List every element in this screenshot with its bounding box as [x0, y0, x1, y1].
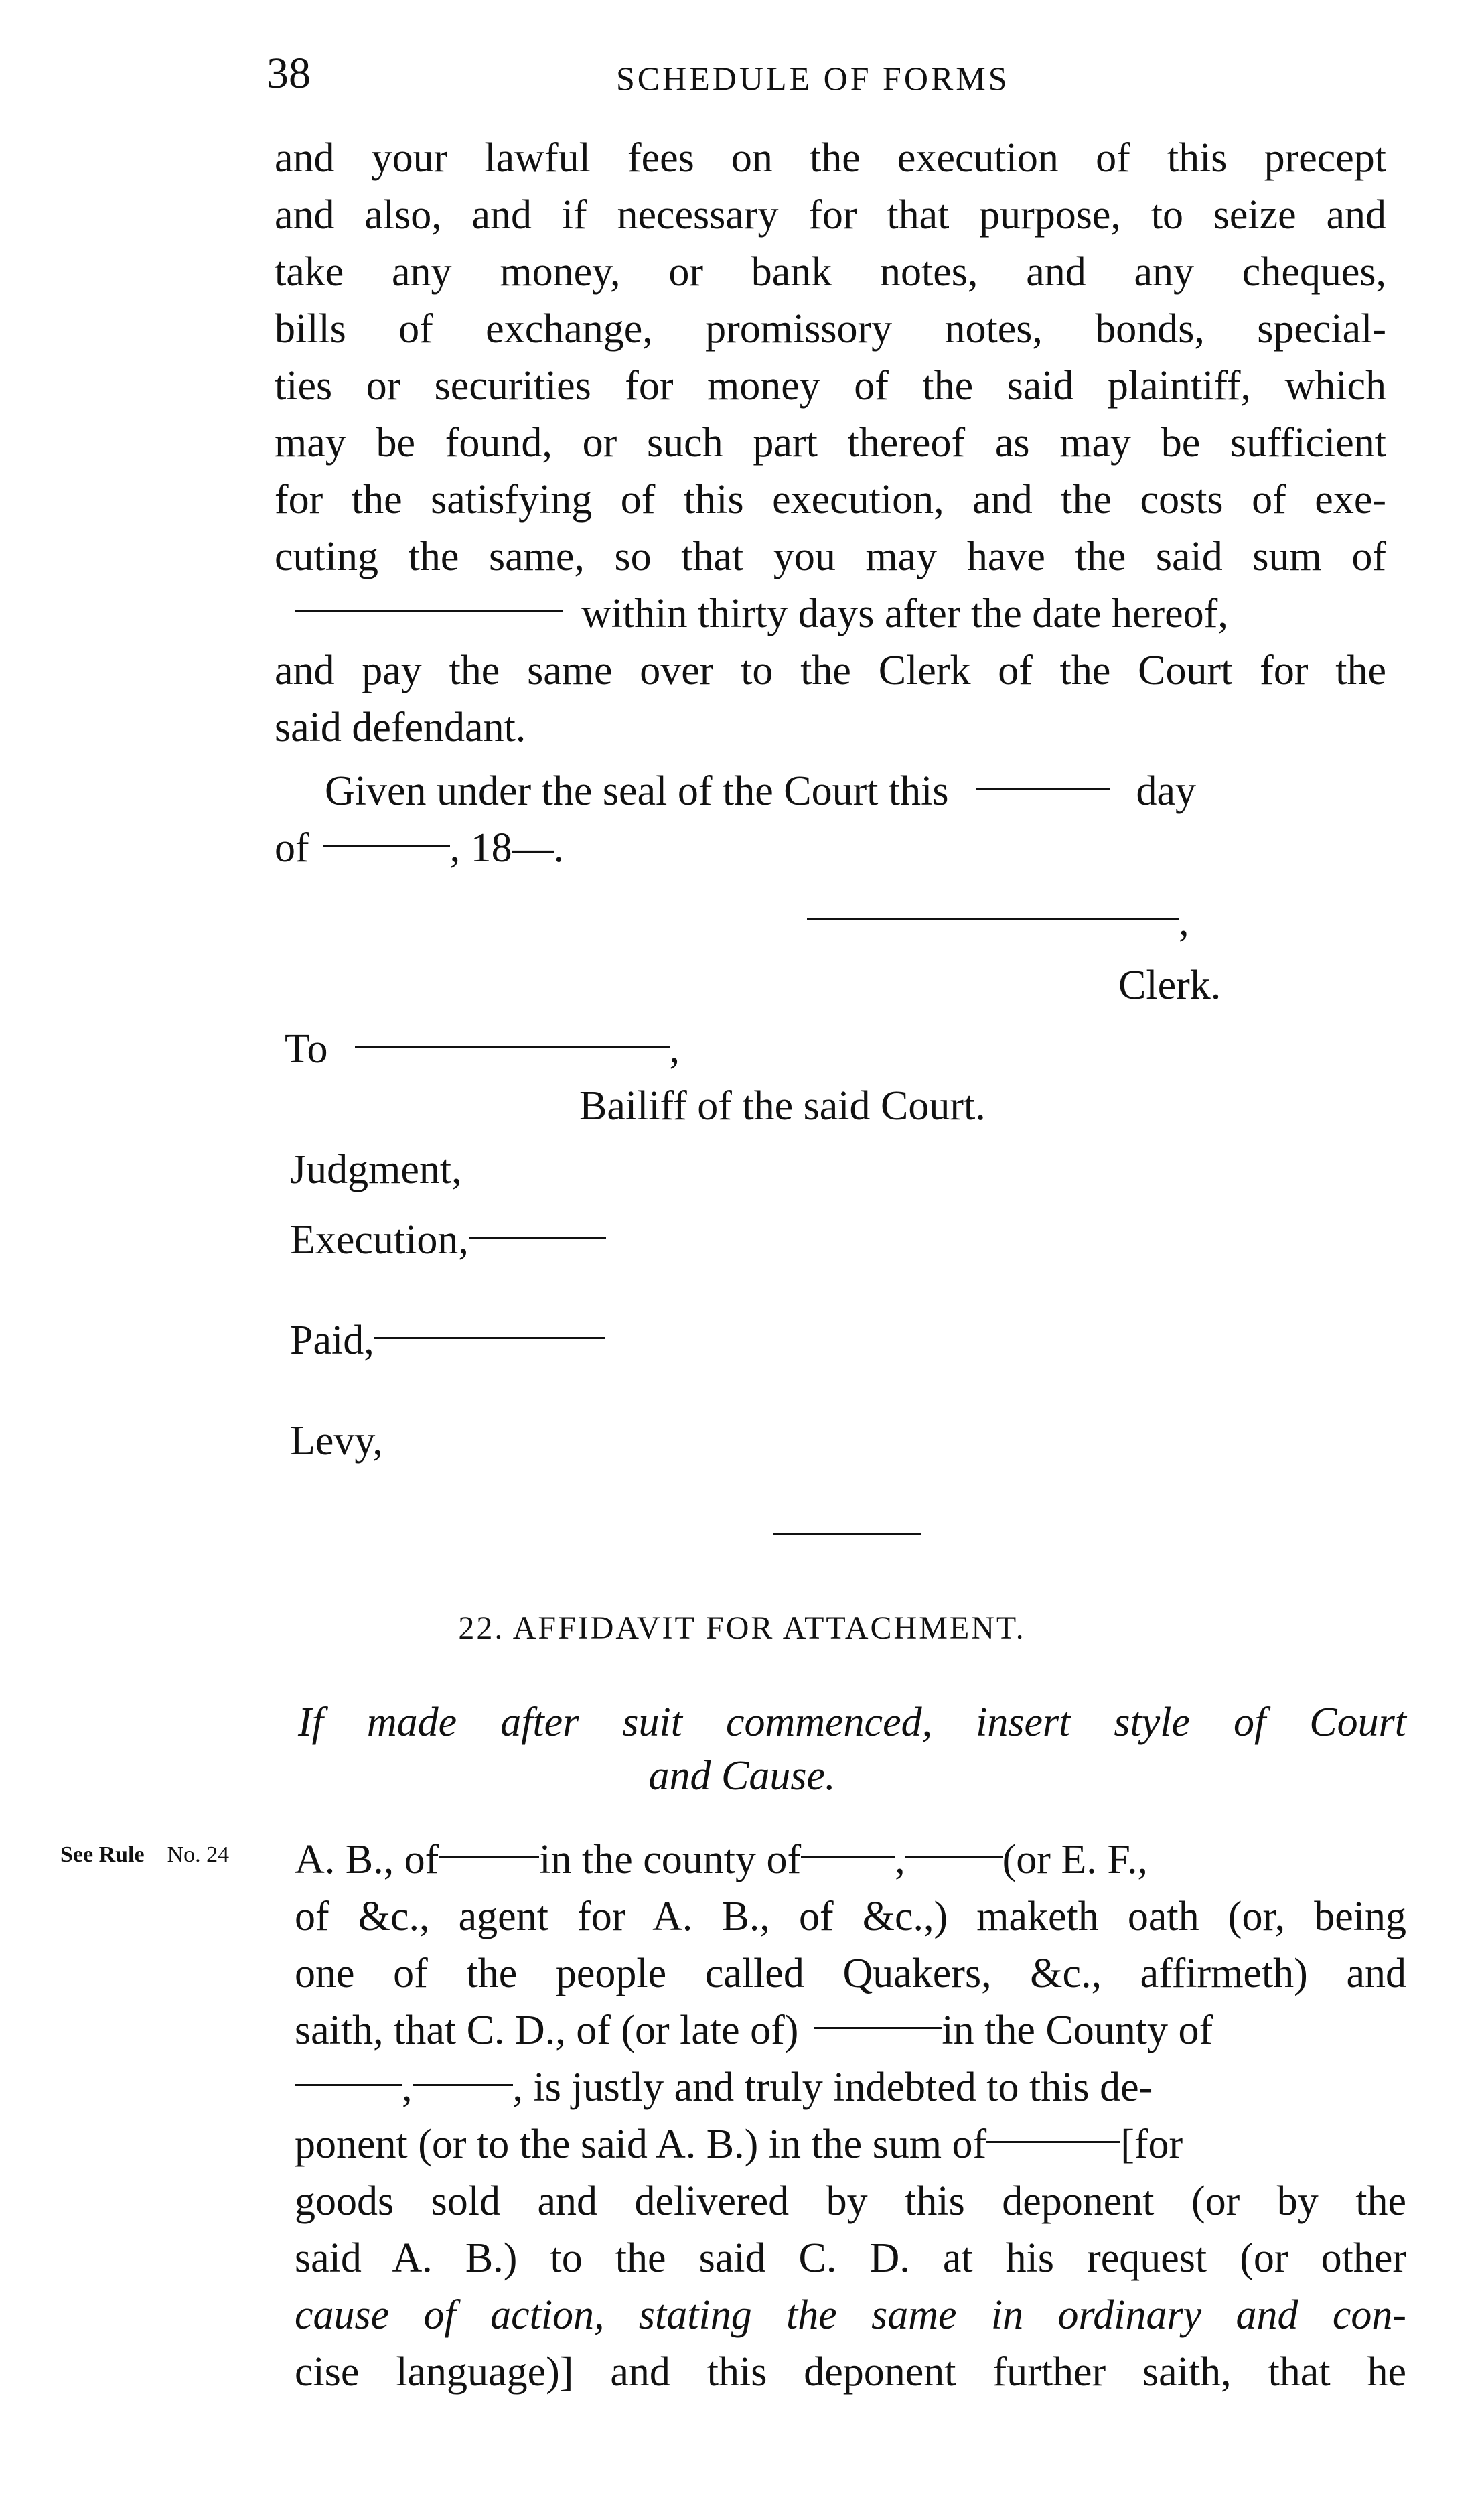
side-reference: See Rule No. 24: [60, 1842, 230, 1867]
instruction-line: If made after suit commenced, insert style of Court: [298, 1699, 1406, 1745]
date-line: of , 18—.: [275, 825, 565, 871]
given-line: Given under the seal of the Court this day: [325, 768, 1197, 814]
page-number: 38: [267, 49, 311, 98]
addressee-line: To ,: [285, 1026, 680, 1072]
affidavit-line: cise language)] and this deponent further saith, that he: [295, 2349, 1406, 2395]
blank-line: [807, 918, 1179, 920]
signature-line: ,: [807, 894, 1189, 949]
body-line: cuting the same, so that you may have the said sum of: [275, 534, 1386, 579]
blank-line: [986, 2141, 1120, 2143]
affidavit-line: said A. B.) to the said C. D. at his request (or other: [295, 2235, 1406, 2281]
affidavit-line: saith, that C. D., of (or late of) in the County of: [295, 2008, 1213, 2053]
blank-line: [814, 2027, 942, 2029]
body-line: within thirty days after the date hereof,: [295, 586, 1228, 641]
body-line: and your lawful fees on the execution of this precept: [275, 135, 1386, 181]
blank-line: [439, 1856, 539, 1858]
blank-line: [374, 1337, 605, 1339]
bailiff-label: Bailiff of the said Court.: [579, 1083, 986, 1129]
affidavit-line: of &c., agent for A. B., of &c.,) maketh oath (or, being: [295, 1894, 1406, 1939]
running-title: SCHEDULE OF FORMS: [616, 60, 1010, 97]
affidavit-line: cause of action, stating the same in ordinary and con-: [295, 2292, 1406, 2338]
blank-line: [323, 845, 450, 847]
section-divider: [773, 1533, 921, 1535]
blank-line: [976, 788, 1110, 790]
body-line: for the satisfying of this execution, and the costs of exe-: [275, 477, 1386, 523]
clerk-label: Clerk.: [1118, 963, 1221, 1008]
blank-line: [801, 1856, 895, 1858]
body-line: and also, and if necessary for that purpose, to seize and: [275, 192, 1386, 238]
blank-line: [413, 2084, 513, 2086]
blank-line: [905, 1856, 1003, 1858]
body-line: may be found, or such part thereof as may be sufficient: [275, 420, 1386, 466]
instruction-line: and Cause.: [648, 1753, 836, 1799]
paid-line: Paid,: [290, 1313, 605, 1368]
body-line: ties or securities for money of the said plaintiff, which: [275, 363, 1386, 409]
blank-line: [295, 2084, 402, 2086]
blank-line: [295, 610, 563, 612]
affidavit-line: , , is justly and truly indebted to this de-: [295, 2060, 1153, 2115]
affidavit-line: goods sold and delivered by this deponent (or by the: [295, 2178, 1406, 2224]
body-line: said defendant.: [275, 705, 526, 750]
body-line: bills of exchange, promissory notes, bonds, special-: [275, 306, 1386, 352]
levy-label: Levy,: [290, 1418, 383, 1464]
blank-line: [355, 1046, 670, 1048]
body-line: and pay the same over to the Clerk of the Court for the: [275, 648, 1386, 693]
affidavit-line: ponent (or to the said A. B.) in the sum of [for: [295, 2122, 1183, 2167]
judgment-label: Judgment,: [290, 1147, 462, 1192]
blank-line: [469, 1237, 606, 1239]
section-heading: 22. AFFIDAVIT FOR ATTACHMENT.: [458, 1610, 1026, 1646]
execution-line: Execution,: [290, 1212, 606, 1267]
affidavit-line: one of the people called Quakers, &c., affirmeth) and: [295, 1951, 1406, 1996]
affidavit-line: A. B., of in the county of , (or E. F.,: [295, 1837, 1148, 1882]
body-line: take any money, or bank notes, and any cheques,: [275, 249, 1386, 295]
